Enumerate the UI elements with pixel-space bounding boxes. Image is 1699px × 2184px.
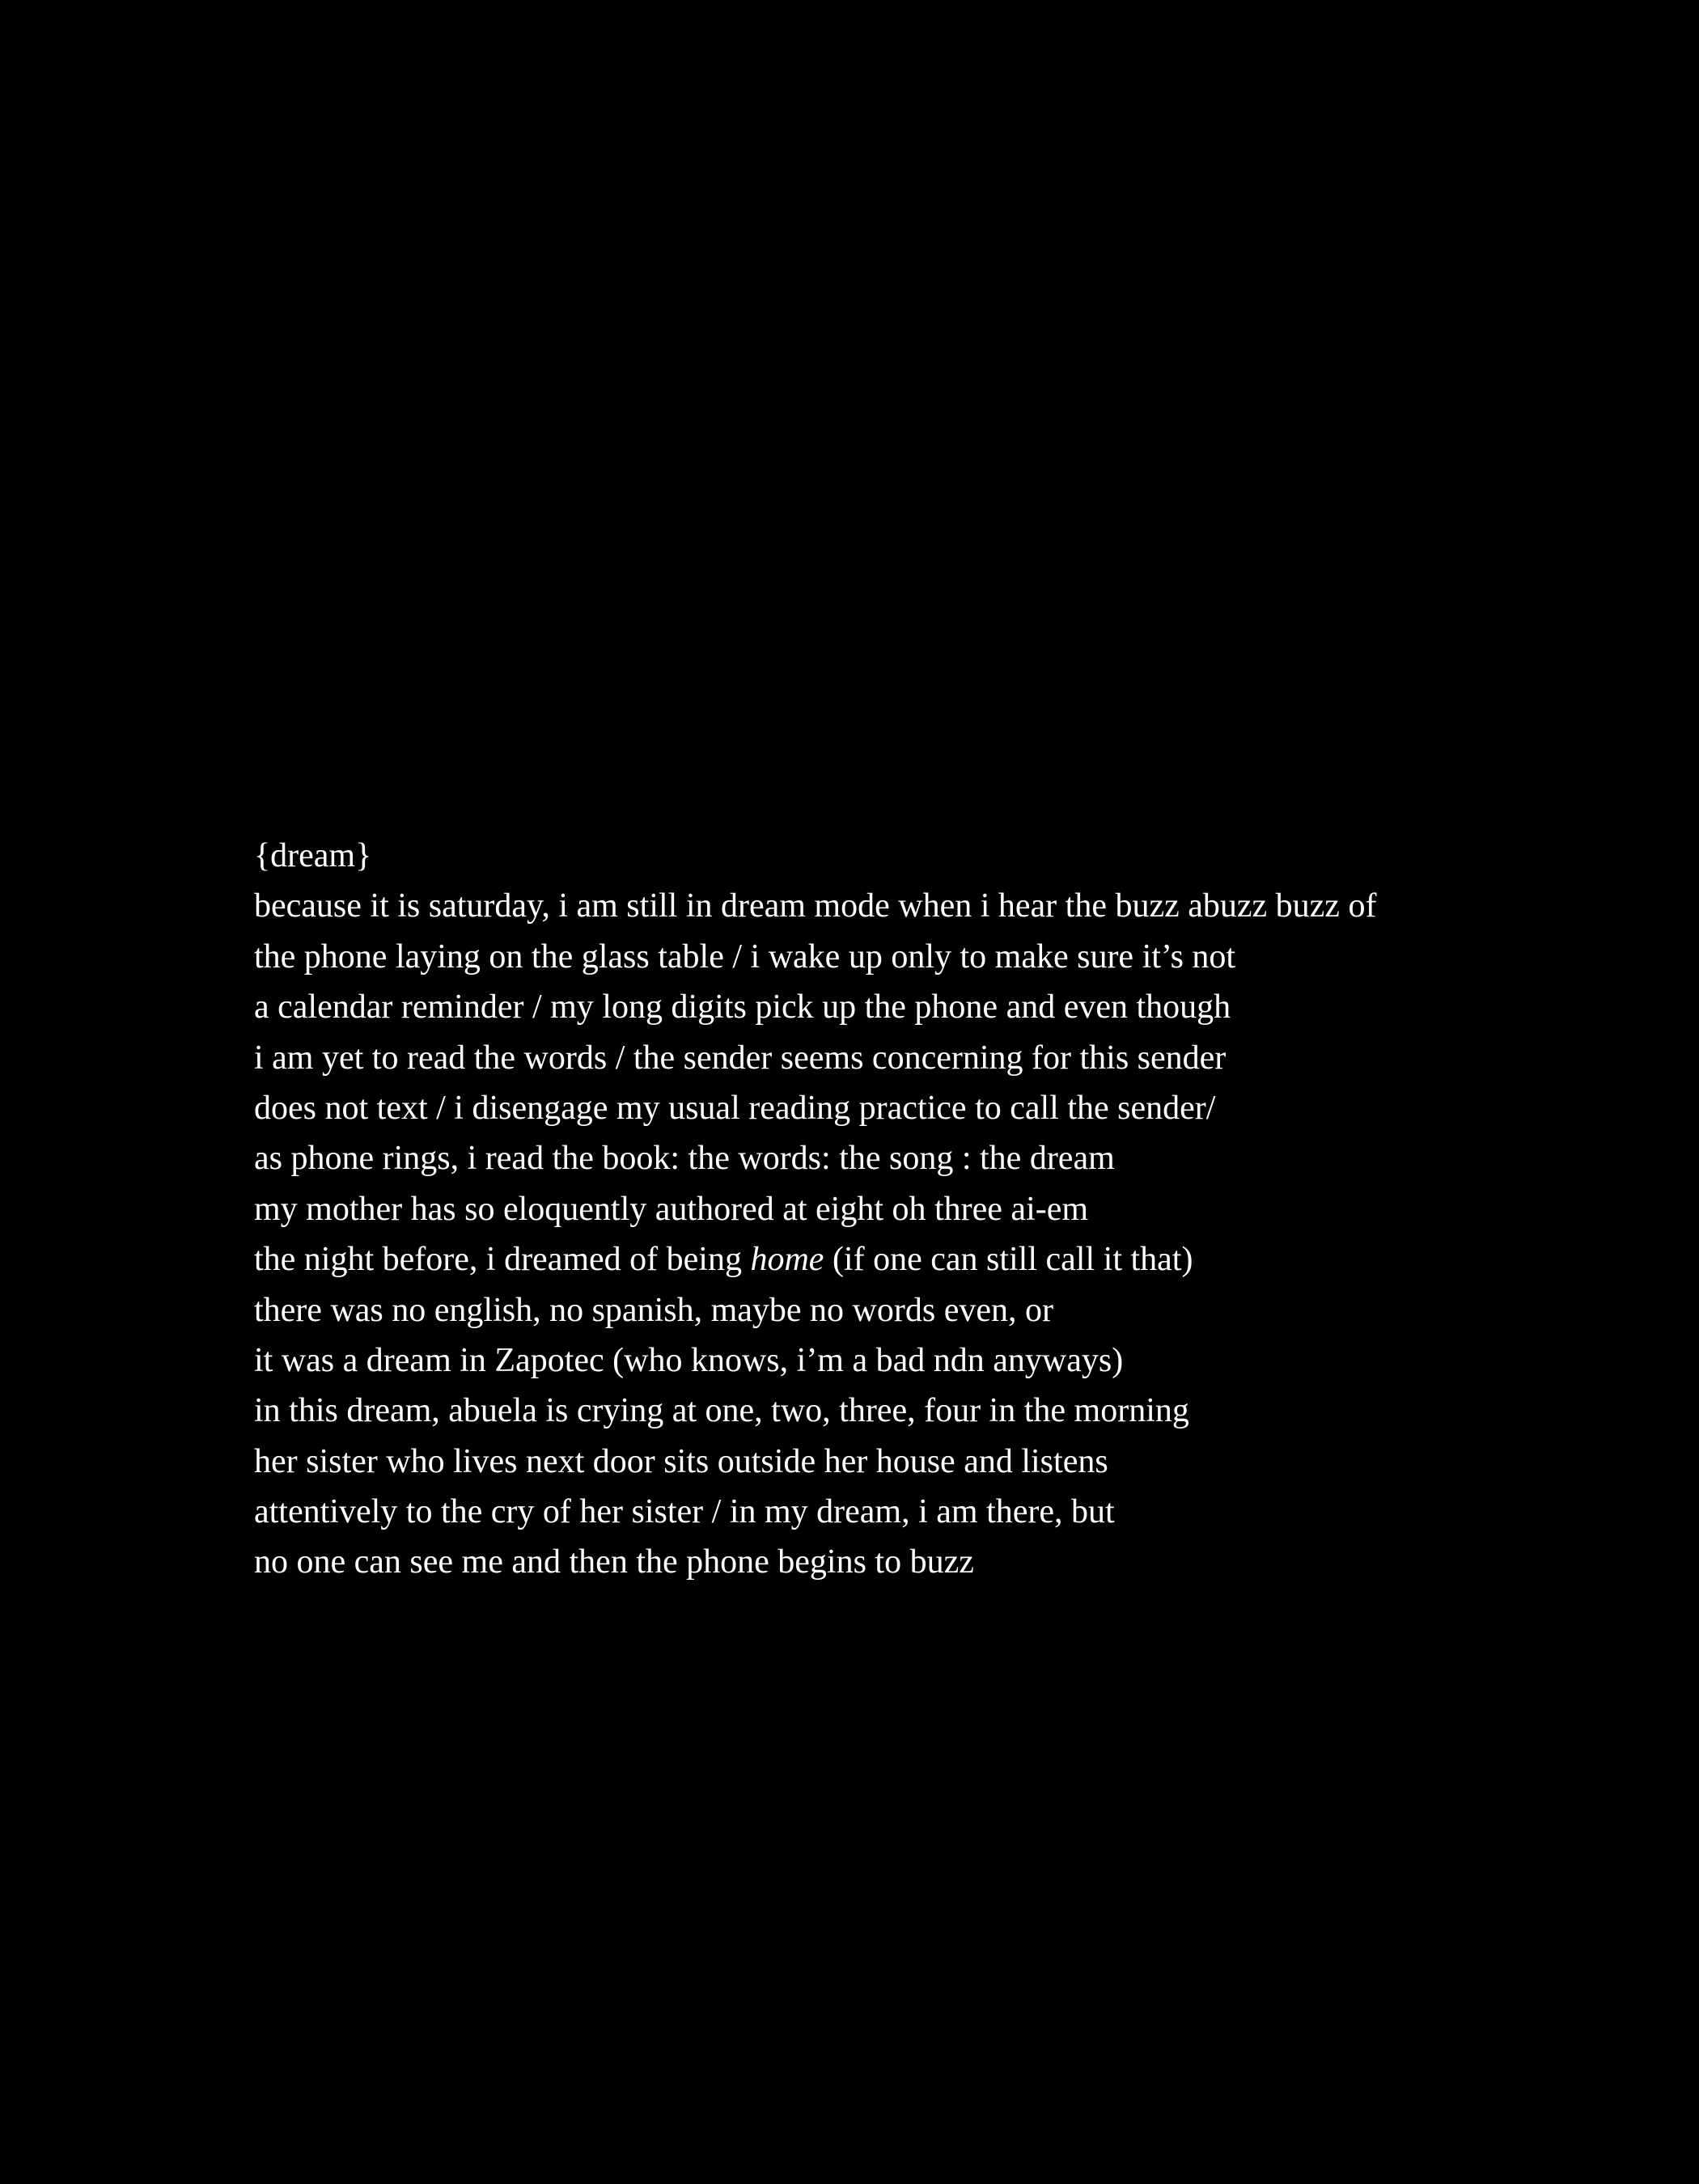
poem-line: a calendar reminder / my long digits pick up the phone and even though bbox=[254, 988, 1231, 1026]
poem-title: {dream} bbox=[254, 837, 372, 874]
poem-line-segment: (if one can still call it that) bbox=[824, 1241, 1193, 1279]
poem-line: i am yet to read the words / the sender seems concerning for this sender bbox=[254, 1039, 1227, 1077]
poem-line: does not text / i disengage my usual reading practice to call the sender/ bbox=[254, 1089, 1216, 1127]
poem-text bbox=[254, 831, 1678, 1588]
poem-line: because it is saturday, i am still in dream mode when i hear the buzz abuzz buzz of bbox=[254, 887, 1377, 925]
poem-line-segment: the night before, i dreamed of being bbox=[254, 1241, 751, 1279]
poem-line-home bbox=[254, 1234, 1678, 1285]
poem-line: there was no english, no spanish, maybe no words even, or bbox=[254, 1291, 1053, 1329]
poem-line: attentively to the cry of her sister / in my dream, i am there, but bbox=[254, 1493, 1115, 1531]
poem-line: in this dream, abuela is crying at one, two, three, four in the morning bbox=[254, 1392, 1189, 1430]
poem-line: the phone laying on the glass table / i wake up only to make sure it’s not bbox=[254, 938, 1236, 976]
poem-line: no one can see me and then the phone begins to buzz bbox=[254, 1543, 974, 1581]
poem-line: it was a dream in Zapotec (who knows, i’m a bad ndn anyways) bbox=[254, 1341, 1124, 1379]
poem-emphasis-home: home bbox=[750, 1241, 824, 1279]
poem-line: my mother has so eloquently authored at eight oh three ai-em bbox=[254, 1190, 1089, 1228]
poem-line: her sister who lives next door sits outside her house and listens bbox=[254, 1442, 1108, 1480]
poem-line: as phone rings, i read the book: the words: the song : the dream bbox=[254, 1140, 1115, 1178]
